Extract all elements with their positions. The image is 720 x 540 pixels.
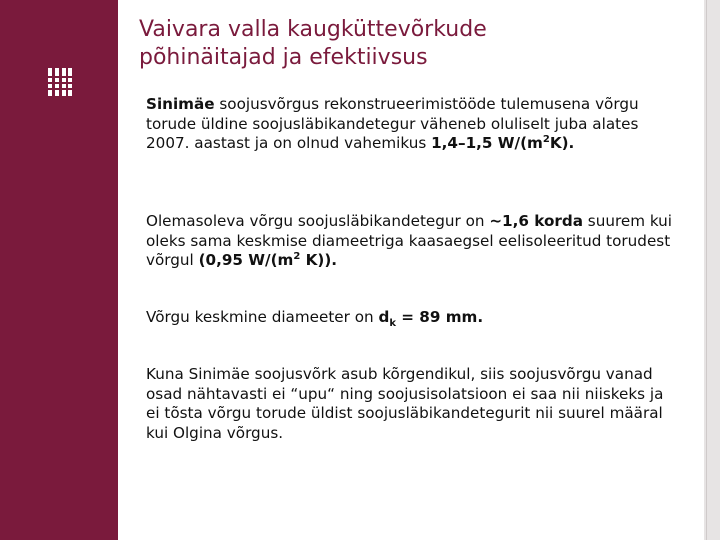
paragraph2-value: (0,95 $W/(m^2$ K)). [198, 251, 338, 270]
paragraph3-value: $d_k = 89$ mm. [378, 308, 484, 330]
paragraph2-text: Olemasoleva võrgu soojusläbikandetegur on [146, 212, 490, 230]
paragraph-heat-transfer-sinimae [146, 95, 676, 154]
paragraph-comparison [146, 212, 676, 271]
title-line-2: põhinäitajad ja efektiivsus [139, 45, 428, 70]
paragraph1-value: 1,4–1,5 $W/(m^2K)$. [431, 134, 575, 153]
title-line-1: Vaivara valla kaugküttevõrkude [139, 17, 487, 42]
sidebar-band [0, 0, 118, 540]
sinimae-bold: Sinimäe [146, 95, 215, 113]
paragraph1-text: soojusvõrgus rekonstrueerimistööde tulemusena võrgu torude üldine soojusläbikandetegur väheneb oluliselt juba alates 2007. aastast ja on olnud vahemikus [146, 95, 639, 153]
slide-title [139, 16, 679, 72]
paragraph2-factor: ~1,6 korda [489, 212, 583, 230]
logo-icon [48, 68, 72, 96]
paragraph2-text2: suurem kui oleks sama keskmise diameetriga kaasaegsel eelisoleeritud torudest võrgul [146, 212, 673, 270]
paragraph-diameter [146, 308, 676, 328]
right-edge-strip [704, 0, 720, 540]
paragraph-elevation: Kuna Sinimäe soojusvõrk asub kõrgendikul, siis soojusvõrgu vanad osad nähtavasti ei “upu“ ning soojusisolatsioon ei saa nii niiskeks ja ei tõsta võrgu torude üldist soojusläbikandetegurit nii suurel määral kui Olgina võrgus. [146, 365, 664, 442]
paragraph3-text: Võrgu keskmine diameeter on [146, 308, 379, 326]
